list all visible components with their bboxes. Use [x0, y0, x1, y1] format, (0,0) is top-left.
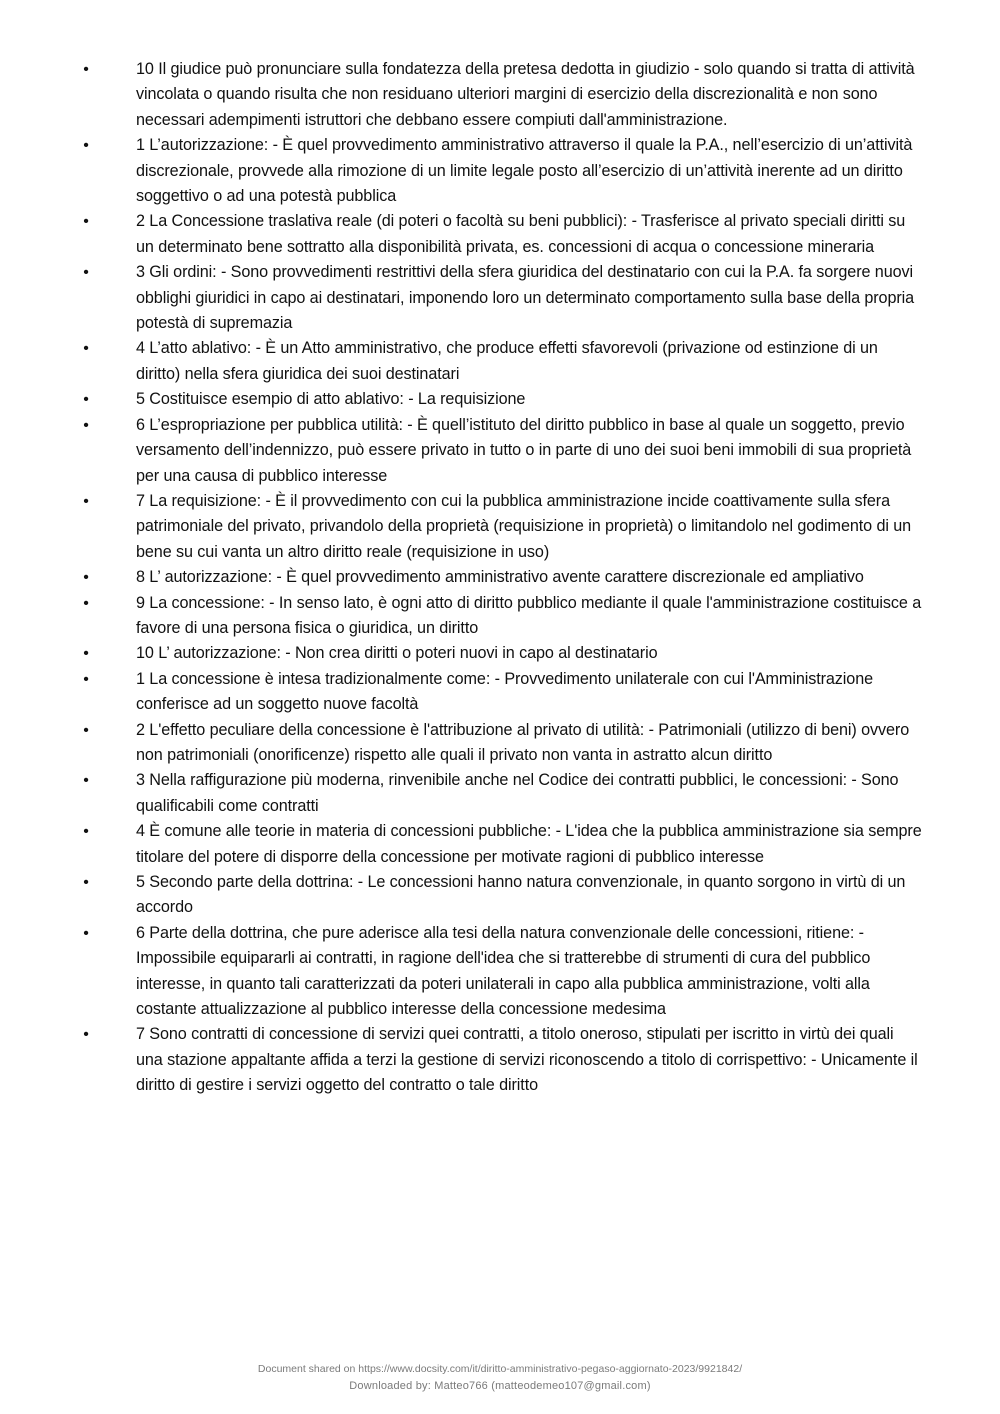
bullet-icon: • — [83, 61, 89, 78]
list-item-text: 7 La requisizione: - È il provvedimento con cui la pubblica amministrazione incide coattivamente sulla sfera patrimoniale del privato, privandolo della proprietà (requisizione in proprietà) o limitandolo nel godimento di un bene su cui vanta un altro diritto reale (requisizione in uso) — [136, 491, 912, 561]
footer-downloaded-by: Downloaded by: Matteo766 (matteodemeo107@gmail.com) — [349, 1380, 651, 1392]
list-item — [0, 819, 1000, 870]
list-item — [0, 1022, 1000, 1098]
list-item-text: 10 L’ autorizzazione: - Non crea diritti o poteri nuovi in capo al destinatario — [136, 644, 658, 663]
list-item-text: 5 Costituisce esempio di atto ablativo: - La requisizione — [136, 390, 526, 409]
list-item-text: 1 La concessione è intesa tradizionalmente come: - Provvedimento unilaterale con cui l'Amministrazione conferisce ad un soggetto nuove facoltà — [136, 669, 873, 714]
list-item — [0, 57, 1000, 133]
bullet-icon: • — [83, 264, 89, 282]
bullet-list — [0, 57, 1000, 1099]
bullet-icon: • — [83, 721, 89, 739]
list-item — [0, 489, 1000, 565]
bullet-icon: • — [83, 137, 89, 155]
bullet-icon: • — [83, 1026, 89, 1044]
list-item-text: 1 L’autorizzazione: - È quel provvedimento amministrativo attraverso il quale la P.A., nell’esercizio di un’attività discrezionale, provvede alla rimozione di un limite legale posto all’esercizio di un’attività inerente ad un diritto soggettivo o ad una potestà pubblica — [136, 136, 913, 206]
list-item-text: 2 L'effetto peculiare della concessione è l'attribuzione al privato di utilità: - Patrimoniali (utilizzo di beni) ovvero non patrimoniali (onorificenze) rispetto alle quali il privato non vanta in astratto alcun diritto — [136, 720, 910, 764]
list-item-text: 3 Gli ordini: - Sono provvedimenti restrittivi della sfera giuridica del destinatario con cui la P.A. fa sorgere nuovi obblighi giuridici in capo ai destinatari, imponendo loro un determinato comportamento sulla base della propria potestà di supremazia — [136, 263, 915, 333]
list-item — [0, 336, 1000, 387]
bullet-icon: • — [83, 492, 89, 510]
list-item — [0, 133, 1000, 209]
list-item-text: 4 È comune alle teorie in materia di concessioni pubbliche: - L'idea che la pubblica amministrazione sia sempre titolare del potere di disporre della concessione per motivate ragioni di pubblico interesse — [136, 822, 922, 866]
list-item — [0, 387, 1000, 412]
list-item-text: 10 Il giudice può pronunciare sulla fondatezza della pretesa dedotta in giudizio - solo quando si tratta di attività vincolata o quando risulta che non residuano ulteriori margini di esercizio della discrezionalità e non sono necessari adempimenti istruttori che debbano essere compiuti dall'amministrazione. — [136, 60, 915, 129]
bullet-icon: • — [83, 823, 89, 841]
list-item — [0, 667, 1000, 718]
bullet-icon: • — [83, 340, 89, 358]
list-item — [0, 921, 1000, 1023]
list-item-text: 8 L’ autorizzazione: - È quel provvedimento amministrativo avente carattere discrezionale ed ampliativo — [136, 568, 864, 587]
bullet-icon: • — [83, 772, 89, 790]
bullet-icon: • — [83, 213, 89, 231]
list-item-text: 3 Nella raffigurazione più moderna, rinvenibile anche nel Codice dei contratti pubblici, le concessioni: - Sono qualificabili come contratti — [136, 771, 899, 815]
list-item-text: 9 La concessione: - In senso lato, è ogni atto di diritto pubblico mediante il quale l'amministrazione costituisce a favore di una persona fisica o giuridica, un diritto — [136, 593, 922, 637]
bullet-icon: • — [83, 391, 89, 409]
bullet-icon: • — [83, 416, 89, 434]
list-item — [0, 209, 1000, 260]
list-item-text: 6 L’espropriazione per pubblica utilità: - È quell’istituto del diritto pubblico in base al quale un soggetto, previo versamento dell’indennizzo, può essere privato in tutto o in parte di uno dei suoi beni immobili di sua proprietà per una causa di pubblico interesse — [136, 415, 912, 485]
bullet-icon: • — [83, 645, 89, 663]
footer-shared-url: Document shared on https://www.docsity.com/it/diritto-amministrativo-pegaso-aggiornato-2023/9921842/ — [257, 1363, 743, 1375]
list-item-text: 6 Parte della dottrina, che pure aderisce alla tesi della natura convenzionale delle concessioni, ritiene: - Impossibile equipararli ai contratti, in ragione dell'idea che si tratterebbe di strumenti di cura del pubblico interesse, in quanto tali caratterizzati da poteri unilaterali in capo alla pubblica amministrazione, volti alla costante attualizzazione al pubblico interesse della concessione medesima — [136, 923, 871, 1019]
list-item — [0, 870, 1000, 921]
list-item — [0, 565, 1000, 590]
list-item — [0, 260, 1000, 336]
list-item-text: 7 Sono contratti di concessione di servizi quei contratti, a titolo oneroso, stipulati per iscritto in virtù dei quali una stazione appaltante affida a terzi la gestione di servizi riconoscendo a titolo di corrispettivo: - Unicamente il diritto di gestire i servizi oggetto del contratto o tale diritto — [136, 1025, 918, 1095]
list-item-text: 2 La Concessione traslativa reale (di poteri o facoltà su beni pubblici): - Trasferisce al privato speciali diritti su un determinato bene sottratto alla disponibilità privata, es. concessioni di acqua o concessione mineraria — [136, 212, 906, 256]
list-item-text: 4 L’atto ablativo: - È un Atto amministrativo, che produce effetti sfavorevoli (privazione od estinzione di un diritto) nella sfera giuridica dei suoi destinatari — [136, 339, 878, 383]
list-item — [0, 641, 1000, 666]
bullet-icon: • — [83, 594, 89, 612]
list-item — [0, 413, 1000, 489]
list-item — [0, 718, 1000, 769]
list-item — [0, 768, 1000, 819]
list-item-text: 5 Secondo parte della dottrina: - Le concessioni hanno natura convenzionale, in quanto sorgono in virtù di un accordo — [136, 873, 906, 917]
bullet-icon: • — [83, 569, 89, 587]
list-item — [0, 591, 1000, 642]
bullet-icon: • — [83, 874, 89, 891]
bullet-icon: • — [83, 670, 89, 688]
bullet-icon: • — [83, 924, 89, 942]
